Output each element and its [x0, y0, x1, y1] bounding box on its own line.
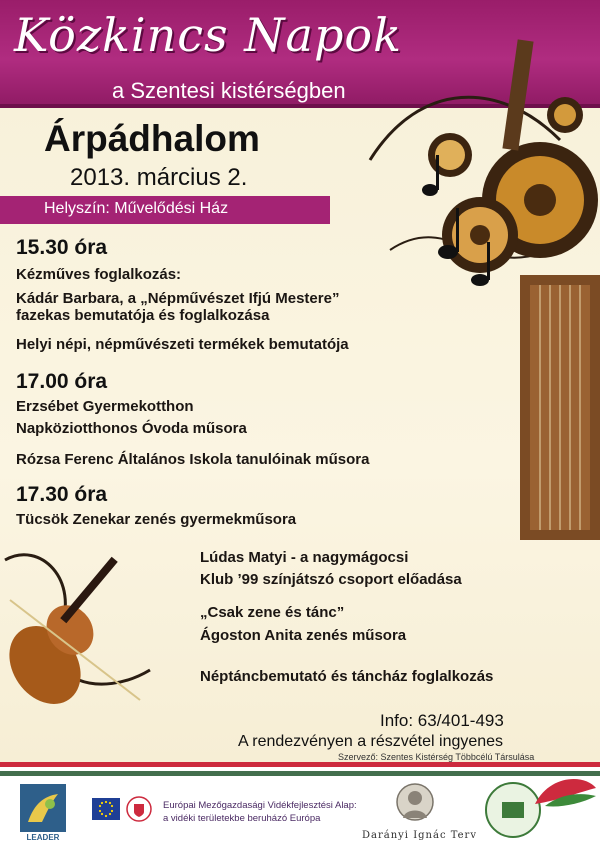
music-note-stem: [487, 242, 490, 280]
music-note-icon: [438, 245, 458, 259]
program-line: Erzsébet Gyermekotthon: [16, 398, 194, 415]
music-note-stem: [456, 208, 459, 252]
eafrd-line-2: a vidéki területekbe beruházó Európa: [163, 813, 321, 824]
program-time-2: 17.00 óra: [16, 370, 108, 393]
violin-neck: [60, 557, 118, 623]
program-line: Napköziotthonos Óvoda műsora: [16, 420, 247, 437]
speaker-cone: [554, 104, 576, 126]
leaf-decoration: [530, 774, 600, 810]
program-line: Klub ’99 színjátszó csoport előadása: [200, 571, 462, 588]
daranyi-ignac-terv-logo: Darányi Ignác Terv: [362, 830, 477, 841]
town-name: Árpádhalom: [44, 118, 260, 159]
info-phone: Info: 63/401-493: [380, 711, 504, 730]
program-time-1: 15.30 óra: [16, 236, 108, 259]
program-line: Helyi népi, népművészeti termékek bemutatója: [16, 336, 349, 353]
speaker-cone: [435, 140, 465, 170]
venue-label: Helyszín: Művelődési Ház: [44, 200, 229, 217]
hungary-crest-icon: [125, 796, 153, 822]
free-entry-note: A rendezvényen a részvétel ingyenes: [238, 733, 504, 750]
program-time-3: 17.30 óra: [16, 483, 108, 506]
program-line: Rózsa Ferenc Általános Iskola tanulóinak műsora: [16, 451, 370, 468]
guitar-neck: [502, 39, 533, 150]
organizer-note: Szervező: Szentes Kistérség Többcélú Társulása: [338, 752, 535, 762]
program-line: Kádár Barbara, a „Népművészet Ifjú Mestere”: [16, 290, 340, 307]
event-series-title: Közkincs Napok: [14, 8, 402, 62]
daranyi-portrait-icon: [395, 782, 435, 826]
leader-logo: [20, 784, 66, 842]
event-date: 2013. március 2.: [70, 164, 248, 191]
eafrd-line-1: Európai Mezőgazdasági Vidékfejlesztési Alap:: [163, 800, 357, 811]
program-line: Ágoston Anita zenés műsora: [200, 627, 407, 644]
music-note-stem: [436, 155, 439, 190]
speaker-center: [524, 184, 556, 216]
hungarian-flag-stripes: [0, 762, 600, 776]
program-line: Néptáncbemutató és táncház foglalkozás: [200, 668, 494, 685]
music-note-icon: [471, 274, 489, 286]
program-line: fazekas bemutatója és foglalkozása: [16, 307, 270, 324]
program-line: Tücsök Zenekar zenés gyermekműsora: [16, 511, 297, 528]
program-line: Lúdas Matyi - a nagymágocsi: [200, 549, 409, 566]
program-line: Kézműves foglalkozás:: [16, 266, 182, 283]
event-series-subtitle: a Szentesi kistérségben: [112, 78, 346, 103]
music-collage-illustration: [360, 20, 600, 540]
program-line: „Csak zene és tánc”: [200, 604, 345, 621]
leader-logo-text: LEADER: [26, 833, 60, 842]
violin-illustration: [0, 540, 160, 740]
eu-flag-icon: [92, 798, 120, 820]
music-note-icon: [422, 184, 438, 196]
